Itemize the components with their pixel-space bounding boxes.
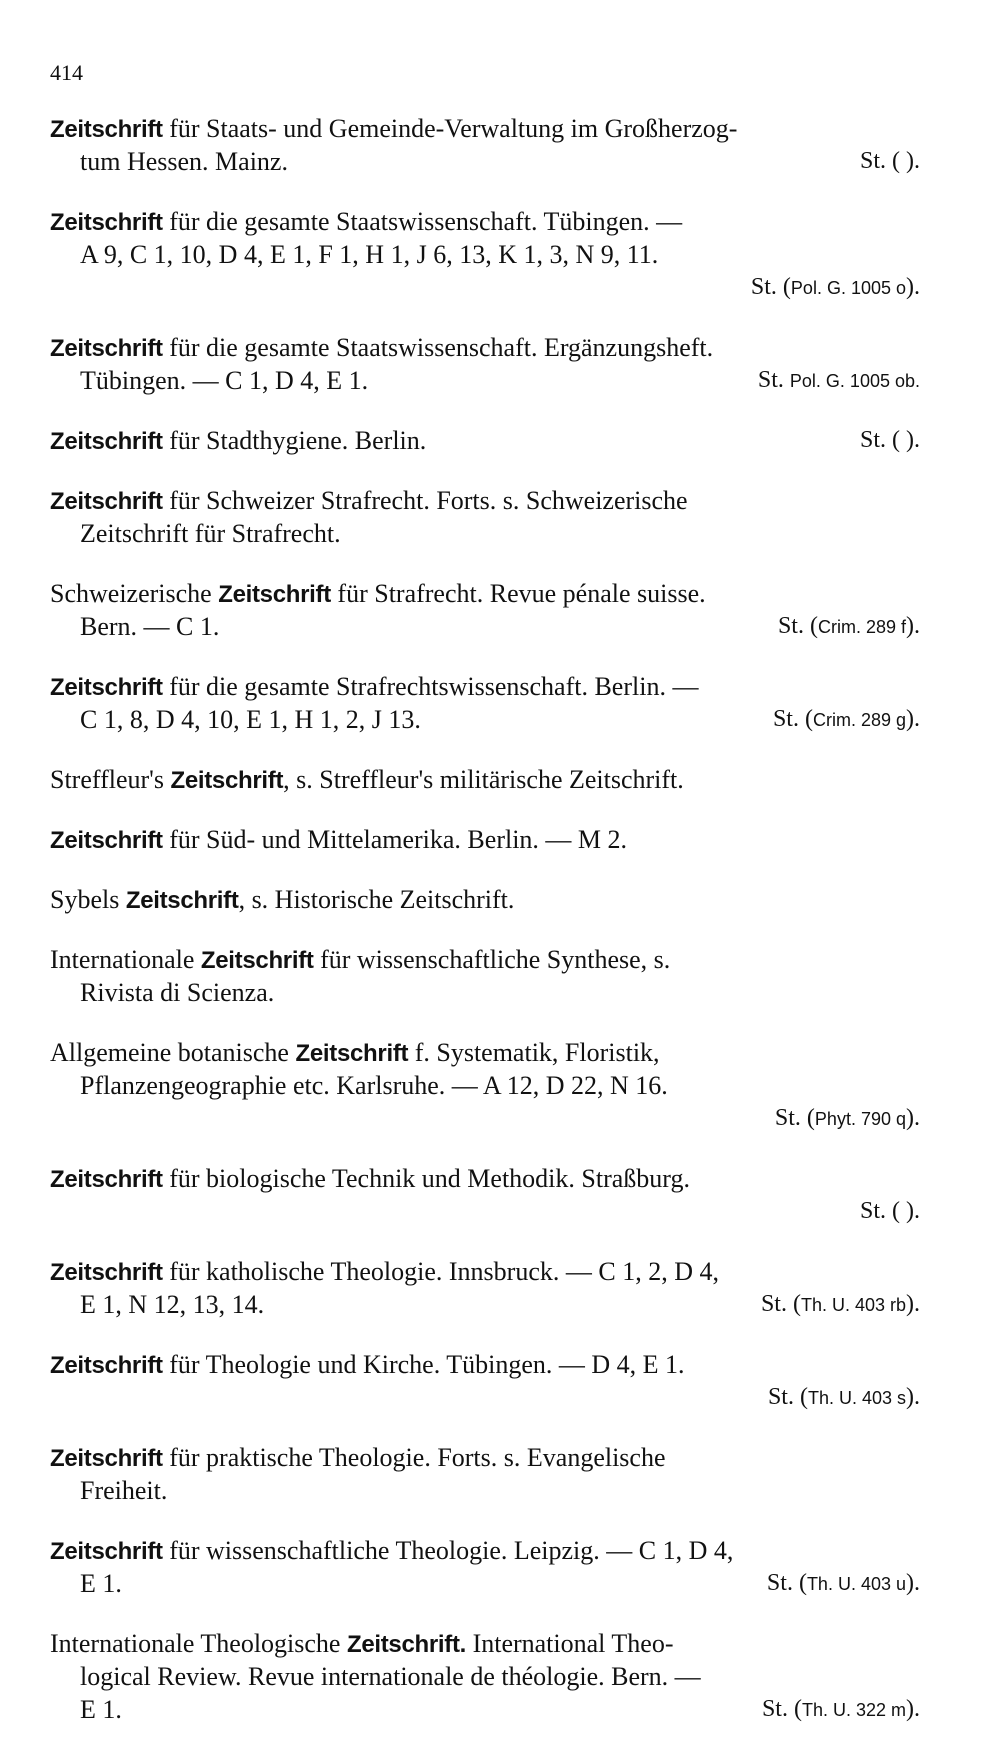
shelf-prefix: St. ( (772, 706, 813, 732)
entry-prefix: Streffleur's (50, 765, 171, 794)
shelf-signature: Phyt. 790 q (814, 1109, 906, 1129)
catalog-entry (50, 484, 920, 550)
shelf-signature: Pol. G. 1005 o (790, 278, 906, 298)
shelf-prefix: St. ( (859, 1198, 900, 1224)
entry-line (50, 1567, 920, 1600)
entry-keyword: Zeitschrift (50, 1166, 163, 1193)
shelf-close: ). (906, 613, 920, 639)
entry-text: Zeitschrift für Strafrecht. (80, 519, 341, 548)
entry-text: für Süd- und Mittelamerika. Berlin. — M 2. (162, 825, 628, 854)
entry-line (50, 112, 920, 145)
entry-text: für praktische Theologie. Forts. s. Evangelische (162, 1443, 666, 1472)
entry-line (50, 1660, 920, 1693)
entry-keyword: Zeitschrift (50, 335, 163, 362)
page-number: 414 (50, 60, 83, 85)
entry-keyword: Zeitschrift (50, 116, 163, 143)
entry-keyword: Zeitschrift (295, 1040, 409, 1067)
entry-text: für Strafrecht. Revue pénale suisse. (330, 579, 706, 608)
entry-line (50, 883, 920, 916)
catalog-entry (50, 205, 920, 304)
entry-line (50, 331, 920, 364)
entry-line (50, 577, 920, 610)
entry-keyword: Zeitschrift (50, 428, 163, 455)
shelfmark (860, 1195, 920, 1228)
entry-keyword: Zeitschrift (50, 1352, 163, 1379)
entry-text: für Stadthygiene. Berlin. (162, 426, 427, 455)
entry-line (50, 205, 920, 238)
catalog-entry (50, 943, 920, 1009)
entry-prefix: Sybels (50, 885, 126, 914)
entry-text: für die gesamte Staatswissenschaft. Ergänzungsheft. (162, 333, 714, 362)
entry-line (50, 1348, 920, 1381)
shelf-prefix: St. ( (859, 427, 900, 453)
entry-line (50, 484, 920, 517)
shelf-close: ). (906, 1384, 920, 1410)
catalog-entry (50, 883, 920, 916)
entry-text: Rivista di Scienza. (80, 978, 275, 1007)
shelfmark (761, 1288, 920, 1322)
shelf-close: ). (900, 427, 920, 453)
shelf-prefix: St. ( (777, 613, 818, 639)
shelfmark (778, 610, 920, 644)
entry-list (50, 112, 920, 1753)
entry-line (50, 976, 920, 1009)
catalog-entry (50, 1534, 920, 1600)
entry-text: Tübingen. — C 1, D 4, E 1. (80, 366, 369, 395)
entry-keyword: Zeitschrift (50, 488, 163, 515)
entry-text: E 1. (80, 1569, 122, 1598)
shelf-prefix: St. ( (761, 1696, 802, 1722)
shelfmark (762, 1693, 920, 1727)
shelfmark (860, 424, 920, 457)
shelfmark-line (50, 271, 920, 304)
shelf-signature: Crim. 289 f (817, 617, 906, 637)
entry-line (50, 517, 920, 550)
entry-text: für die gesamte Strafrechtswissenschaft. Berlin. — (162, 672, 699, 701)
entry-text: Pflanzengeographie etc. Karlsruhe. — A 12, D 22, N 16. (80, 1071, 668, 1100)
shelf-close: ). (900, 148, 920, 174)
entry-line (50, 238, 920, 271)
catalog-entry (50, 1627, 920, 1726)
shelfmark (767, 1567, 920, 1601)
entry-line (50, 1693, 920, 1726)
entry-keyword: Zeitschrift (50, 1538, 163, 1565)
entry-prefix: Schweizerische (50, 579, 219, 608)
entry-text: f. Systematik, Floristik, (408, 1038, 660, 1067)
shelf-close: ). (906, 1570, 920, 1596)
entry-text: für die gesamte Staatswissenschaft. Tübingen. — (162, 207, 683, 236)
shelf-prefix: St. (757, 367, 790, 393)
entry-line (50, 1441, 920, 1474)
entry-text: für Schweizer Strafrecht. Forts. s. Schweizerische (162, 486, 688, 515)
catalog-entry (50, 577, 920, 643)
catalog-entry (50, 112, 920, 178)
entry-line (50, 1627, 920, 1660)
entry-keyword: Zeitschrift (50, 1259, 163, 1286)
entry-text: , s. Streffleur's militärische Zeitschrift. (283, 765, 684, 794)
entry-keyword: Zeitschrift (218, 581, 331, 608)
shelfmark (751, 271, 920, 305)
entry-keyword: Zeitschrift (170, 767, 284, 794)
catalog-entry (50, 331, 920, 397)
shelfmark (773, 703, 920, 737)
shelf-close: ). (906, 274, 920, 300)
shelf-signature: Th. U. 403 u (806, 1574, 906, 1594)
entry-line (50, 145, 920, 178)
entry-text: für katholische Theologie. Innsbruck. — C 1, 2, D 4, (162, 1257, 719, 1286)
entry-line (50, 763, 920, 796)
entry-text: für Theologie und Kirche. Tübingen. — D 4, E 1. (162, 1350, 685, 1379)
shelf-signature: Pol. G. 1005 ob. (789, 371, 920, 391)
shelf-close: ). (906, 1291, 920, 1317)
entry-keyword: Zeitschrift (50, 827, 163, 854)
entry-line (50, 943, 920, 976)
shelfmark-line (50, 1102, 920, 1135)
catalog-entry (50, 1036, 920, 1135)
entry-prefix: Internationale Theologische (50, 1629, 347, 1658)
entry-line (50, 424, 920, 457)
entry-keyword: Zeitschrift (50, 209, 163, 236)
entry-line (50, 823, 920, 856)
catalog-entry (50, 1255, 920, 1321)
entry-text: International Theo- (466, 1629, 674, 1658)
entry-line (50, 1255, 920, 1288)
shelfmark (758, 364, 920, 398)
catalog-entry (50, 1348, 920, 1414)
entry-text: E 1, N 12, 13, 14. (80, 1290, 265, 1319)
catalog-entry (50, 1162, 920, 1228)
shelf-prefix: St. ( (766, 1570, 807, 1596)
catalog-entry (50, 1441, 920, 1507)
shelf-signature: Th. U. 403 s (807, 1388, 906, 1408)
shelf-close: ). (906, 1105, 920, 1131)
shelf-close: ). (906, 1696, 920, 1722)
entry-line (50, 1474, 920, 1507)
entry-line (50, 364, 920, 397)
entry-keyword: Zeitschrift (200, 947, 314, 974)
shelf-signature: Th. U. 403 rb (800, 1295, 906, 1315)
entry-text: für wissenschaftliche Synthese, s. (313, 945, 671, 974)
entry-line (50, 1036, 920, 1069)
entry-line (50, 1069, 920, 1102)
shelfmark-line (50, 1381, 920, 1414)
entry-line (50, 610, 920, 643)
entry-text: für wissenschaftliche Theologie. Leipzig. — C 1, D 4, (162, 1536, 734, 1565)
entry-line (50, 703, 920, 736)
entry-line (50, 670, 920, 703)
shelf-prefix: St. ( (760, 1291, 801, 1317)
shelf-prefix: St. ( (859, 148, 900, 174)
entry-keyword: Zeitschrift. (346, 1631, 467, 1658)
shelf-close: ). (900, 1198, 920, 1224)
entry-keyword: Zeitschrift (125, 887, 239, 914)
catalog-entry (50, 670, 920, 736)
entry-text: E 1. (80, 1695, 122, 1724)
entry-text: logical Review. Revue internationale de théologie. Bern. — (80, 1662, 701, 1691)
entry-text: A 9, C 1, 10, D 4, E 1, F 1, H 1, J 6, 13, K 1, 3, N 9, 11. (80, 240, 659, 269)
shelf-signature: Crim. 289 g (812, 710, 906, 730)
entry-line (50, 1288, 920, 1321)
entry-keyword: Zeitschrift (50, 1445, 163, 1472)
shelfmark (775, 1102, 920, 1136)
shelfmark (768, 1381, 920, 1415)
entry-text: , s. Historische Zeitschrift. (238, 885, 515, 914)
catalog-entry (50, 424, 920, 457)
entry-line (50, 1162, 920, 1195)
entry-text: Freiheit. (80, 1476, 168, 1505)
catalog-entry (50, 823, 920, 856)
catalog-entry (50, 763, 920, 796)
entry-text: C 1, 8, D 4, 10, E 1, H 1, 2, J 13. (80, 705, 421, 734)
entry-keyword: Zeitschrift (50, 674, 163, 701)
entry-text: tum Hessen. Mainz. (80, 147, 288, 176)
entry-text: für biologische Technik und Methodik. Straßburg. (162, 1164, 690, 1193)
entry-text: Bern. — C 1. (80, 612, 220, 641)
shelf-signature: Th. U. 322 m (801, 1700, 906, 1720)
entry-prefix: Allgemeine botanische (50, 1038, 296, 1067)
shelf-close: ). (906, 706, 920, 732)
entry-prefix: Internationale (50, 945, 201, 974)
shelfmark-line (50, 1195, 920, 1228)
entry-text: für Staats- und Gemeinde-Verwaltung im Großherzog- (162, 114, 738, 143)
entry-line (50, 1534, 920, 1567)
shelfmark (860, 145, 920, 178)
shelf-prefix: St. ( (767, 1384, 808, 1410)
shelf-prefix: St. ( (750, 274, 791, 300)
shelf-prefix: St. ( (774, 1105, 815, 1131)
